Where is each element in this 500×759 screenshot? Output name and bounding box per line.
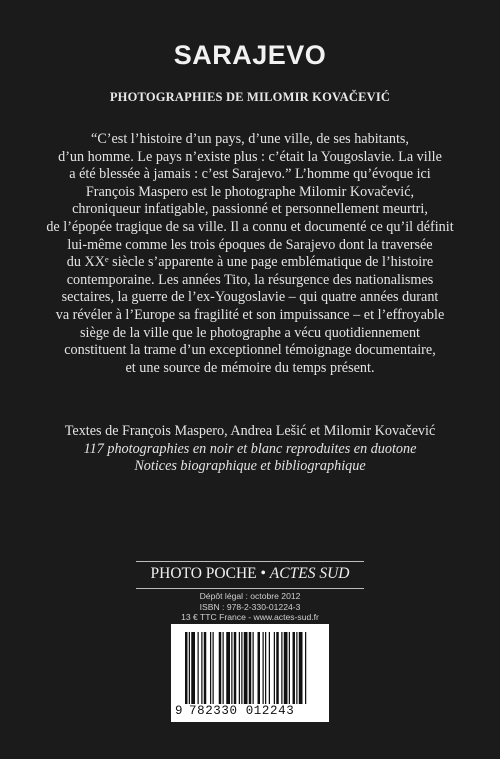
credits-texts: Textes de François Maspero, Andrea Lešić et Milomir Kovačević (64, 423, 436, 439)
barcode-bar (253, 632, 254, 704)
blurb-line: François Maspero est le photographe Milomir Kovačević, (85, 183, 415, 200)
price-website: 13 € TTC France - www.actes-sud.fr (181, 612, 319, 622)
blurb-line: “C’est l’histoire d’un pays, d’une ville, de ses habitants, (91, 131, 409, 147)
blurb-text (30, 131, 470, 377)
barcode-bar (284, 632, 288, 704)
barcode-bar (204, 632, 207, 704)
blurb-line: d’un homme. Le pays n’existe plus : c’était la Yougoslavie. La ville (58, 148, 442, 165)
barcode-first-digit: 9 (175, 704, 184, 718)
blurb-line: sectaires, la guerre de l’ex-Yougoslavie – qui quatre années durant (61, 289, 439, 306)
barcode-bar (231, 632, 232, 704)
barcode-bar (305, 632, 306, 704)
barcode-bar (263, 632, 264, 704)
barcode-bar (296, 632, 297, 704)
blurb-line: de l’épopée tragique de sa ville. Il a connu et documenté ce qu’il définit (46, 218, 454, 235)
barcode-bar (249, 632, 252, 704)
barcode-bar (299, 632, 303, 704)
blurb-line: du XXᵉ siècle s’apparente à une page emblématique de l’histoire (66, 254, 434, 271)
divider-top (136, 561, 364, 562)
barcode-bar (198, 632, 199, 704)
barcode-bar (276, 632, 279, 704)
isbn: ISBN : 978-2-330-01224-3 (199, 601, 301, 612)
barcode-bar (213, 632, 214, 704)
blurb-line: chroniqueur infatigable, passionné et personnellement meurtri, (72, 201, 428, 218)
barcode-bar (191, 632, 195, 704)
barcode-bar (234, 632, 237, 704)
barcode-bar (239, 632, 240, 704)
legal-info (0, 591, 500, 623)
credits-photos: 117 photographies en noir et blanc reproduites en duotone (83, 440, 417, 457)
barcode-bar (201, 632, 202, 704)
publisher-name: ACTES SUD (269, 565, 350, 582)
barcode-bar (189, 632, 190, 704)
blurb-line: constituent la trame d’un exceptionnel témoignage documentaire, (64, 342, 436, 359)
barcode (171, 624, 329, 722)
blurb-line: lui-même comme les trois époques de Sarajevo dont la traversée (67, 236, 433, 253)
blurb-line: siège de la ville que le photographe a vécu quotidiennement (80, 324, 420, 341)
depot-legal: Dépôt légal : octobre 2012 (199, 591, 301, 601)
barcode-bar (289, 632, 290, 704)
separator-bullet: • (260, 565, 266, 582)
series-name: PHOTO POCHE (150, 565, 257, 582)
credits-notices: Notices biographique et bibliographique (134, 458, 366, 475)
blurb-line: contemporaine. Les années Tito, la résurgence des nationalismes (66, 271, 434, 288)
barcode-bar (223, 632, 224, 704)
blurb-line: va révéler à l’Europe sa fragilité et son impuissance – et l’effroyable (55, 306, 445, 323)
barcode-bar (265, 632, 266, 704)
barcode-bar (258, 632, 261, 704)
barcode-bar (244, 632, 248, 704)
divider-bottom (136, 588, 364, 589)
book-subtitle: PHOTOGRAPHIES DE MILOMIR KOVAČEVIĆ (109, 90, 391, 104)
barcode-bar (281, 632, 282, 704)
credits-block (30, 423, 470, 476)
barcode-bar (226, 632, 230, 704)
collection-line (0, 565, 500, 583)
barcode-number: 782330 012243 (189, 704, 295, 718)
barcode-bar (274, 632, 275, 704)
barcode-bar (241, 632, 242, 704)
barcode-bar (210, 632, 211, 704)
book-title: SARAJEVO (173, 40, 327, 70)
barcode-bar (269, 632, 270, 704)
blurb-line: a été blessée à jamais : c’est Sarajevo.” L’homme qu’évoque ici (69, 166, 431, 183)
barcode-bar (185, 632, 188, 704)
barcode-bar (293, 632, 296, 704)
barcode-bar (219, 632, 222, 704)
blurb-line: et une source de mémoire du temps présent. (125, 359, 375, 376)
